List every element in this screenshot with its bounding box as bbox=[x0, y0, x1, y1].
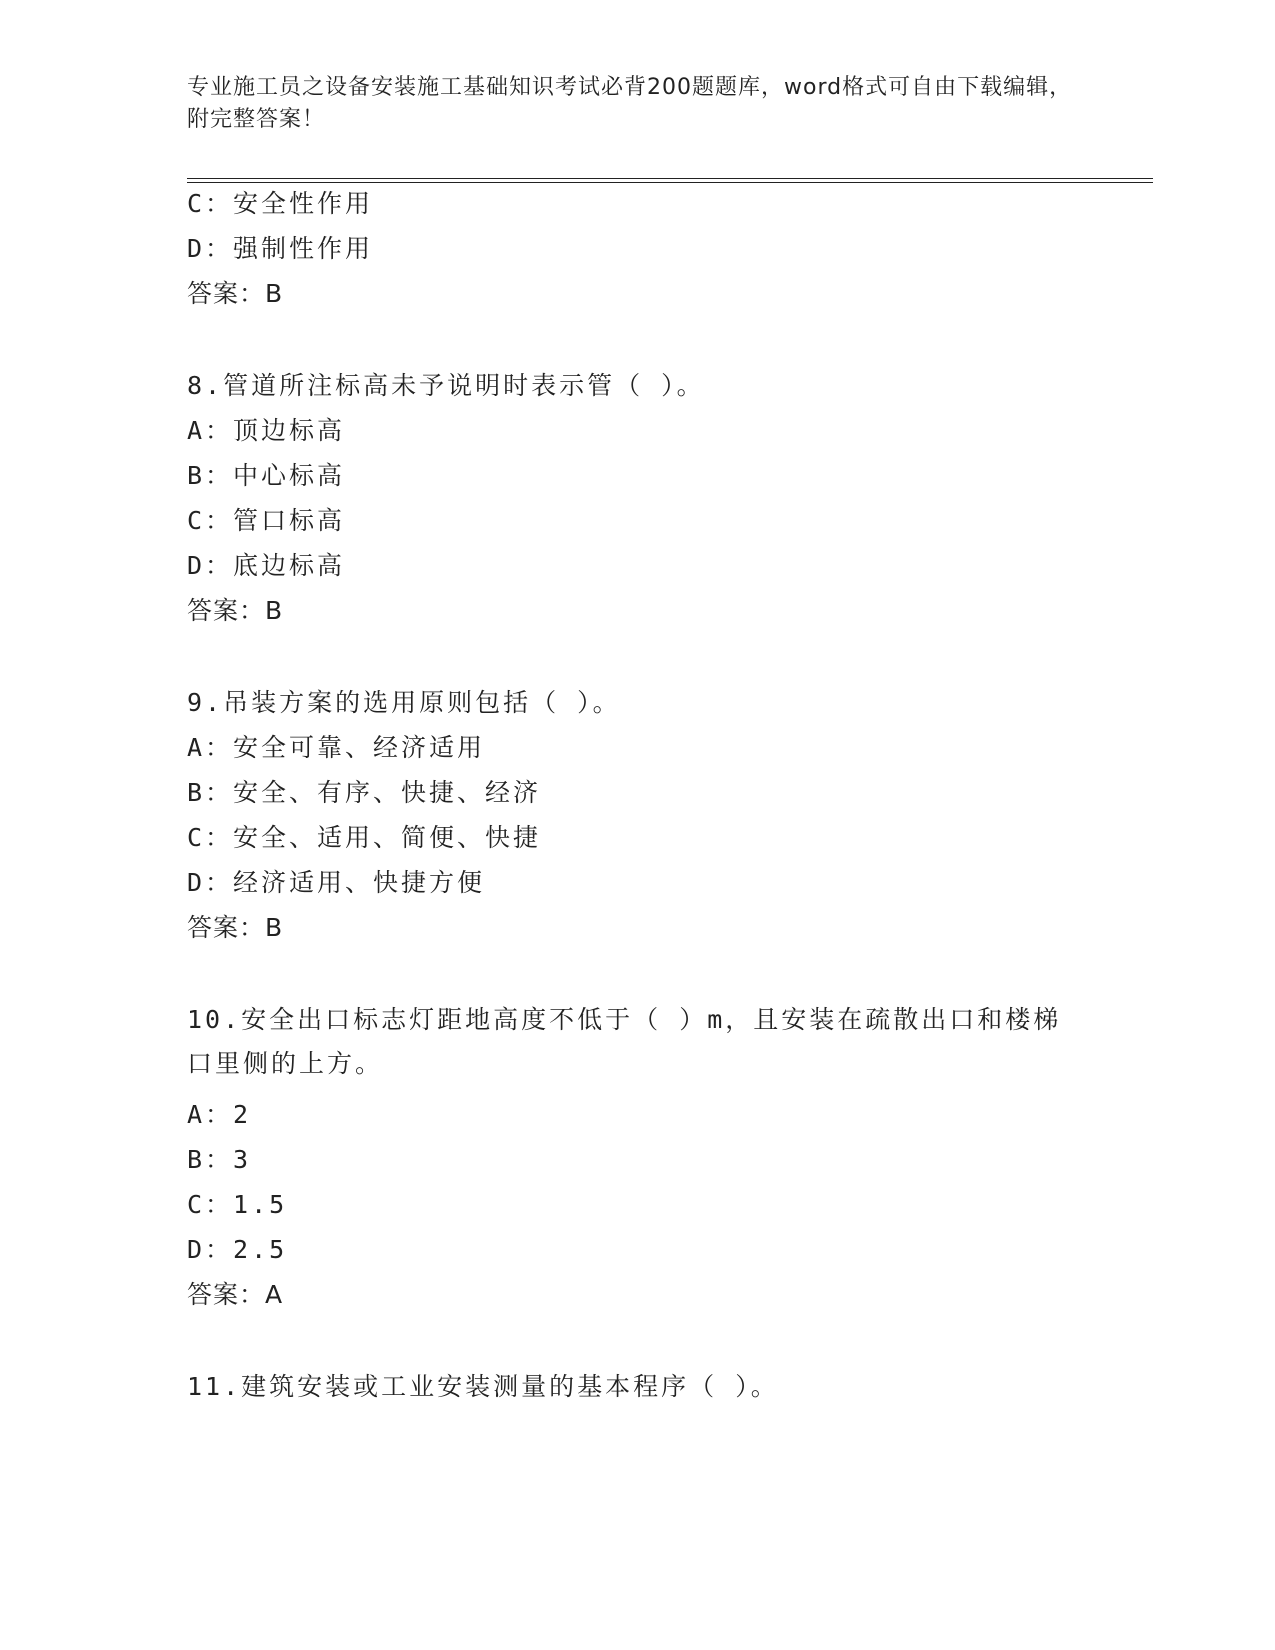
answer: 答案：A bbox=[187, 1280, 284, 1309]
question-11 bbox=[187, 1371, 1087, 1416]
answer: 答案：B bbox=[187, 279, 284, 308]
answer: 答案：B bbox=[187, 913, 284, 942]
option-d: D：2.5 bbox=[187, 1235, 288, 1264]
question-text: 8.管道所注标高未予说明时表示管（ ）。 bbox=[187, 371, 705, 400]
question-9 bbox=[187, 687, 1087, 958]
header-divider-top bbox=[187, 178, 1153, 179]
question-10 bbox=[187, 998, 1087, 1325]
question-7-continued bbox=[187, 188, 1087, 324]
question-8 bbox=[187, 370, 1087, 641]
option-a: A：顶边标高 bbox=[187, 416, 346, 445]
option-d: D：底边标高 bbox=[187, 551, 346, 580]
option-c: C：管口标高 bbox=[187, 506, 346, 535]
option-b: B：3 bbox=[187, 1145, 252, 1174]
header-divider-bottom bbox=[187, 182, 1153, 183]
answer: 答案：B bbox=[187, 596, 284, 625]
option-c: C：安全性作用 bbox=[187, 189, 374, 218]
option-a: A：2 bbox=[187, 1100, 252, 1129]
option-a: A：安全可靠、经济适用 bbox=[187, 733, 486, 762]
question-list bbox=[187, 188, 1087, 1416]
question-text: 10.安全出口标志灯距地高度不低于（ ）m，且安装在疏散出口和楼梯口里侧的上方。 bbox=[187, 1005, 1062, 1078]
option-b: B：中心标高 bbox=[187, 461, 346, 490]
document-header: 专业施工员之设备安装施工基础知识考试必背200题题库，word格式可自由下载编辑，附完整答案！ bbox=[187, 75, 1073, 132]
option-c: C：1.5 bbox=[187, 1190, 288, 1219]
option-d: D：经济适用、快捷方便 bbox=[187, 868, 486, 897]
option-d: D：强制性作用 bbox=[187, 234, 374, 263]
option-b: B：安全、有序、快捷、经济 bbox=[187, 778, 542, 807]
question-text: 11.建筑安装或工业安装测量的基本程序（ ）。 bbox=[187, 1372, 779, 1401]
option-c: C：安全、适用、简便、快捷 bbox=[187, 823, 542, 852]
question-text: 9.吊装方案的选用原则包括（ ）。 bbox=[187, 688, 621, 717]
